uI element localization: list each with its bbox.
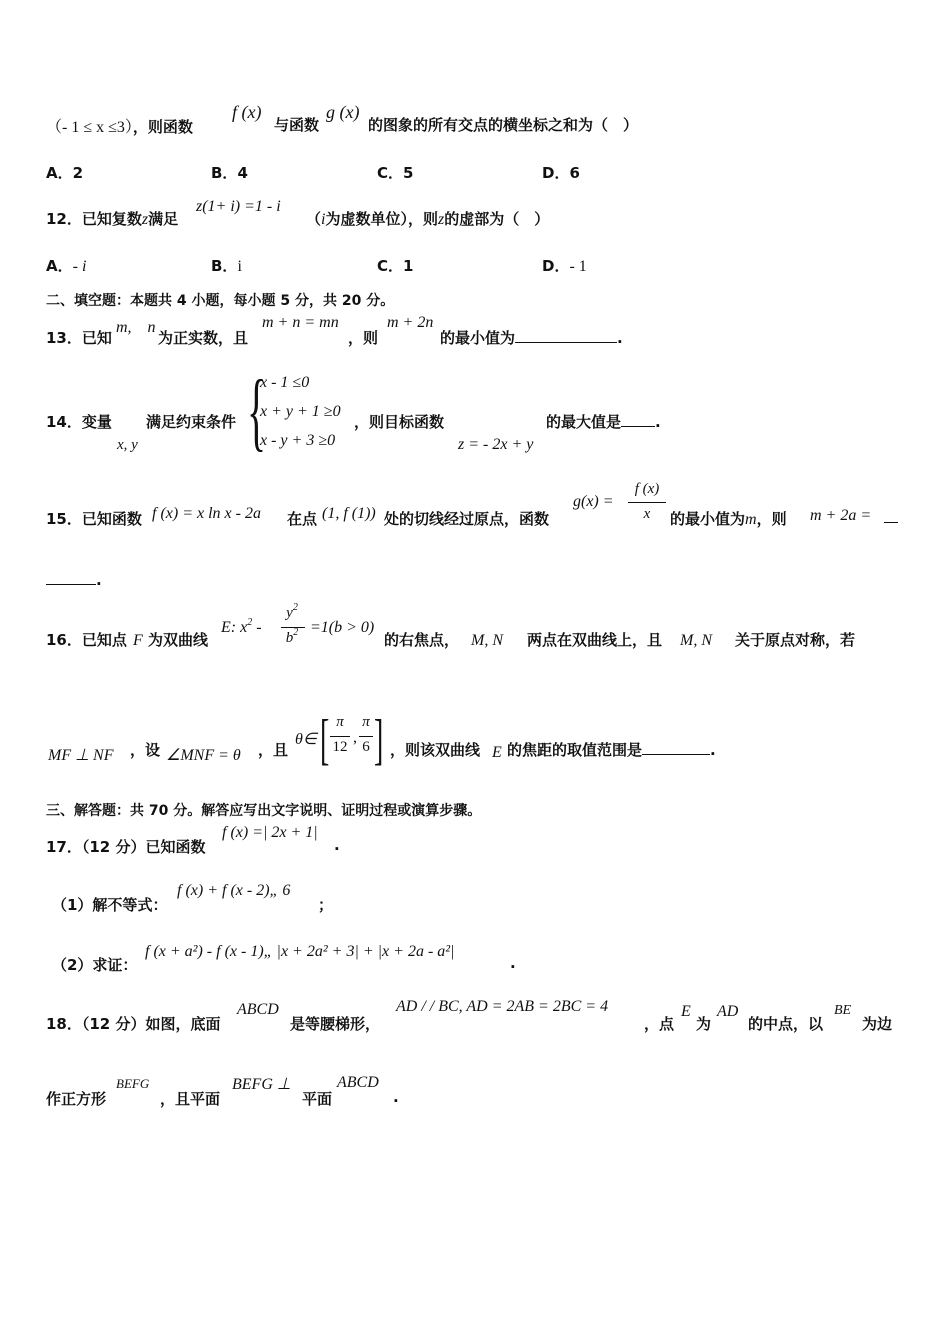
q13-expression: m + 2n	[387, 314, 434, 331]
q16-f2-denominator: 6	[362, 739, 370, 755]
q15-line: 15．已知函数	[46, 510, 142, 528]
q15-expression: m + 2a =	[810, 507, 872, 524]
q16-right-bracket: ]	[374, 709, 384, 771]
q18-text7: 作正方形	[46, 1090, 107, 1108]
q17-part1-expression: f (x) + f (x - 2)„ 6	[177, 882, 291, 899]
q15-function: f (x) = x ln x - 2a	[152, 505, 261, 522]
q18-AD: AD	[717, 1003, 739, 1020]
q11-range: （- 1 ≤ x ≤3）	[46, 119, 133, 136]
q18-text4: 为	[696, 1015, 712, 1033]
q11-option-d: D．6	[542, 164, 580, 182]
q11-fx: f (x)	[232, 102, 262, 122]
q16-text2: 为双曲线	[148, 631, 209, 649]
q17-end: .	[334, 836, 340, 854]
q16-text5: 关于原点对称，若	[735, 631, 856, 649]
q11-line	[46, 114, 193, 137]
q12-option-a: A．- i	[46, 257, 87, 275]
q14-constraint-2: x + y + 1 ≥0	[260, 403, 341, 420]
q12-line: 12．已知复数z满足	[46, 210, 179, 228]
q16-perpendicular: MF ⊥ NF	[48, 747, 114, 764]
q18-BE: BE	[834, 1003, 852, 1018]
q16-text7: ，且	[258, 741, 289, 759]
q16-MN-a: M, N	[471, 632, 503, 649]
q16-angle: ∠MNF = θ	[166, 747, 241, 764]
q15-text3: 处的切线经过原点，函数	[384, 510, 550, 528]
q18-text9: 平面	[302, 1090, 333, 1108]
q18-text5: 的中点，以	[748, 1015, 824, 1033]
q14-text2: 满足约束条件	[146, 413, 237, 431]
q15-g-numerator: f (x)	[634, 481, 660, 497]
q12-option-d: D．- 1	[542, 257, 587, 275]
q13-text3: ，则	[348, 329, 379, 347]
q17-line: 17．（12 分）已知函数	[46, 838, 206, 856]
q12-equation: z(1+ i) =1 - i	[196, 198, 281, 215]
q13-condition: m + n = mn	[262, 314, 339, 331]
q18-ABCD: ABCD	[237, 1001, 279, 1018]
q14-constraint-1: x - 1 ≤0	[260, 374, 310, 391]
q11-option-a: A．2	[46, 164, 84, 182]
q17-part1-end: ；	[318, 896, 334, 914]
q16-left-bracket: [	[320, 709, 330, 771]
q15-g-lhs: g(x) =	[573, 493, 614, 510]
q15-point: (1, f (1))	[322, 505, 376, 522]
q16-theta: θ∈	[295, 731, 317, 748]
q16-line: 16．已知点	[46, 631, 127, 649]
q18-BEFG: BEFG	[116, 1076, 150, 1091]
q15-answer-blank-a	[884, 508, 898, 523]
q15-g-denominator: x	[643, 506, 651, 522]
q14-left-brace: {	[247, 363, 267, 460]
q16-answer-blank	[642, 740, 710, 755]
q12-option-c: C．1	[377, 257, 414, 275]
q17-function: f (x) =| 2x + 1|	[222, 824, 318, 841]
q16-hyperbola-rhs: =1(b > 0)	[310, 619, 375, 636]
q11-text1: ，则函数	[132, 118, 193, 136]
q16-hyperbola-numerator: $y^2$	[286, 602, 298, 621]
q11-option-c: C．5	[377, 164, 414, 182]
q17-part2-end: .	[510, 954, 516, 972]
q16-comma: ,	[353, 729, 357, 746]
q14-text3: ，则目标函数	[354, 413, 445, 431]
q18-end: .	[393, 1088, 399, 1106]
section-3-heading: 三、解答题：共 70 分。解答应写出文字说明、证明过程或演算步骤。	[46, 803, 482, 819]
q13-text4: 的最小值为 .	[440, 329, 623, 347]
q15-g-fraction-bar	[628, 502, 666, 503]
q12-number: 12．	[46, 210, 82, 228]
q15-text4: 的最小值为m，则	[670, 510, 787, 528]
q16-hyperbola-denominator: $b^2$	[285, 627, 299, 646]
q18-ABCD-2: ABCD	[337, 1074, 379, 1091]
q16-E: E	[492, 744, 502, 761]
q12-line-b: （i为虚数单位），则z的虚部为（ ）	[306, 210, 550, 228]
q16-F: F	[133, 632, 143, 649]
q17-part1-label: （1）解不等式：	[52, 896, 168, 914]
q17-part2-expression: f (x + a²) - f (x - 1)„ |x + 2a² + 3| + |x + 2a - a²|	[145, 943, 455, 960]
q13-mn: m, n	[116, 319, 156, 336]
q14-text4: 的最大值是 .	[546, 413, 661, 431]
q16-text4: 两点在双曲线上，且	[527, 631, 663, 649]
q18-text8: ，且平面	[160, 1090, 221, 1108]
q14-vars: x, y	[117, 437, 138, 453]
q18-E: E	[681, 1003, 691, 1020]
q18-perp: BEFG ⊥	[232, 1076, 291, 1093]
q14-line: 14．变量	[46, 413, 112, 431]
q16-text9: 的焦距的取值范围是 .	[507, 741, 716, 759]
q16-f1-denominator: 12	[332, 739, 348, 755]
q18-text6: 为边	[862, 1015, 893, 1033]
q16-text8: ，则该双曲线	[390, 741, 481, 759]
q18-condition: AD / / BC, AD = 2AB = 2BC = 4	[396, 998, 609, 1015]
section-2-heading: 二、填空题：本题共 4 小题，每小题 5 分，共 20 分。	[46, 293, 395, 309]
q13-answer-blank	[515, 328, 617, 343]
q15-answer-blank-b	[46, 570, 96, 585]
q14-objective: z = - 2x + y	[458, 436, 534, 453]
q15-answer-line-2: .	[46, 570, 102, 589]
q16-hyperbola-lhs: E: $x^2$ -	[221, 617, 262, 636]
q11-text2: 与函数	[274, 116, 320, 134]
q16-text3: 的右焦点，	[384, 631, 460, 649]
q16-f2-bar	[359, 736, 373, 737]
q17-part2-label: （2）求证：	[52, 956, 138, 974]
q13-text2: 为正实数，且	[158, 329, 249, 347]
q11-option-b: B．4	[211, 164, 248, 182]
q18-line: 18．（12 分）如图，底面	[46, 1015, 221, 1033]
q12-option-b: B．i	[211, 257, 242, 275]
q16-f1-numerator: π	[336, 714, 344, 730]
q16-text6: ，设	[130, 741, 161, 759]
q15-text2: 在点	[287, 510, 318, 528]
q18-text3: ，点	[644, 1015, 675, 1033]
q14-constraint-3: x - y + 3 ≥0	[260, 432, 336, 449]
q14-answer-blank	[621, 412, 655, 427]
q11-text3: 的图象的所有交点的横坐标之和为（ ）	[368, 116, 639, 134]
q13-line: 13．已知	[46, 329, 112, 347]
q11-gx: g (x)	[326, 102, 360, 122]
q16-MN-b: M, N	[680, 632, 712, 649]
q16-f1-bar	[330, 736, 350, 737]
q16-f2-numerator: π	[362, 714, 370, 730]
q18-text2: 是等腰梯形，	[290, 1015, 381, 1033]
